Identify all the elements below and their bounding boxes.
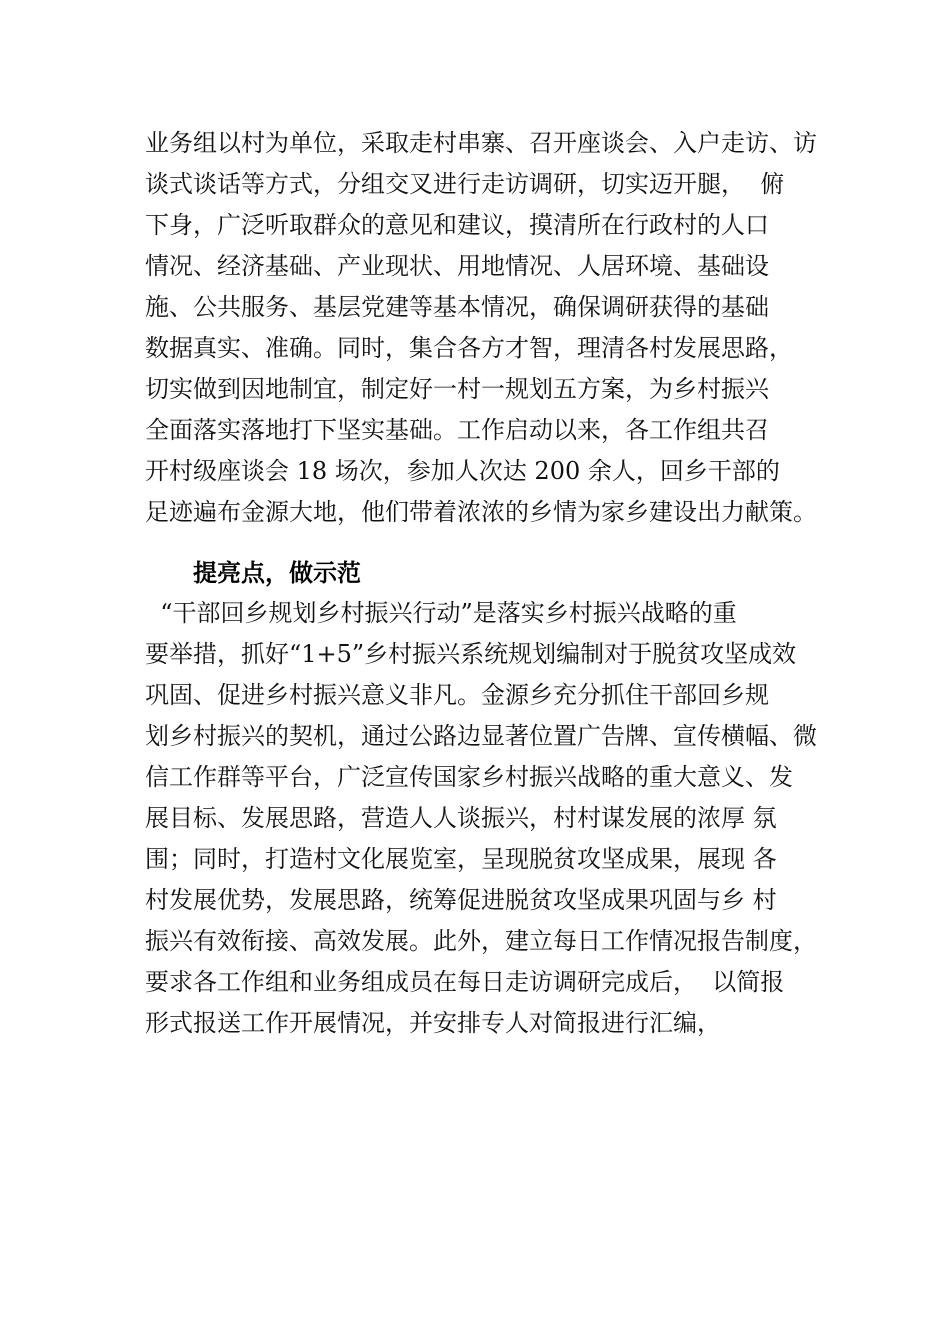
paragraph-line: 巩固、促进乡村振兴意义非凡。金源乡充分抓住干部回乡规 [145,681,769,709]
paragraph-line: 数据真实、准确。同时，集合各方才智，理清各村发展思路， [145,334,793,362]
paragraph-line: 开村级座谈会 18 场次，参加人次达 200 余人，回乡干部的 [145,457,780,485]
section-heading: 提亮点，做示范 [193,559,361,587]
paragraph-line: 业务组以村为单位，采取走村串寨、召开座谈会、入户走访、访 [145,129,817,157]
paragraph-line: 要求各工作组和业务组成员在每日走访调研完成后， 以简报 [145,968,785,996]
paragraph-line: 全面落实落地打下坚实基础。工作启动以来，各工作组共召 [145,416,769,444]
paragraph-line: 村发展优势，发展思路，统筹促进脱贫攻坚成果巩固与乡 村 [145,886,777,914]
paragraph-line: 足迹遍布金源大地，他们带着浓浓的乡情为家乡建设出力献策。 [145,498,817,526]
paragraph-line: 振兴有效衔接、高效发展。此外，建立每日工作情况报告制度， [145,927,817,955]
paragraph-line: 施、公共服务、基层党建等基本情况，确保调研获得的基础 [145,293,769,321]
paragraph-line: 要举措，抓好“1+5”乡村振兴系统规划编制对于脱贫攻坚成效 [145,640,797,668]
paragraph-line: 下身，广泛听取群众的意见和建议，摸清所在行政村的人口 [145,211,769,239]
paragraph-line: 情况、经济基础、产业现状、用地情况、人居环境、基础设 [145,252,769,280]
paragraph-line: 谈式谈话等方式，分组交叉进行走访调研，切实迈开腿， 俯 [145,170,785,198]
paragraph-line: “干部回乡规划乡村振兴行动”是落实乡村振兴战略的重 [145,599,737,627]
paragraph-line: 划乡村振兴的契机，通过公路边显著位置广告牌、宣传横幅、微 [145,722,817,750]
paragraph-line: 切实做到因地制宜，制定好一村一规划五方案，为乡村振兴 [145,375,769,403]
paragraph-line: 信工作群等平台，广泛宣传国家乡村振兴战略的重大意义、发 [145,763,793,791]
paragraph-line: 围；同时，打造村文化展览室，呈现脱贫攻坚成果，展现 各 [145,845,777,873]
paragraph-line: 展目标、发展思路，营造人人谈振兴，村村谋发展的浓厚 氛 [145,804,777,832]
paragraph-line: 形式报送工作开展情况，并安排专人对简报进行汇编， [145,1009,721,1037]
